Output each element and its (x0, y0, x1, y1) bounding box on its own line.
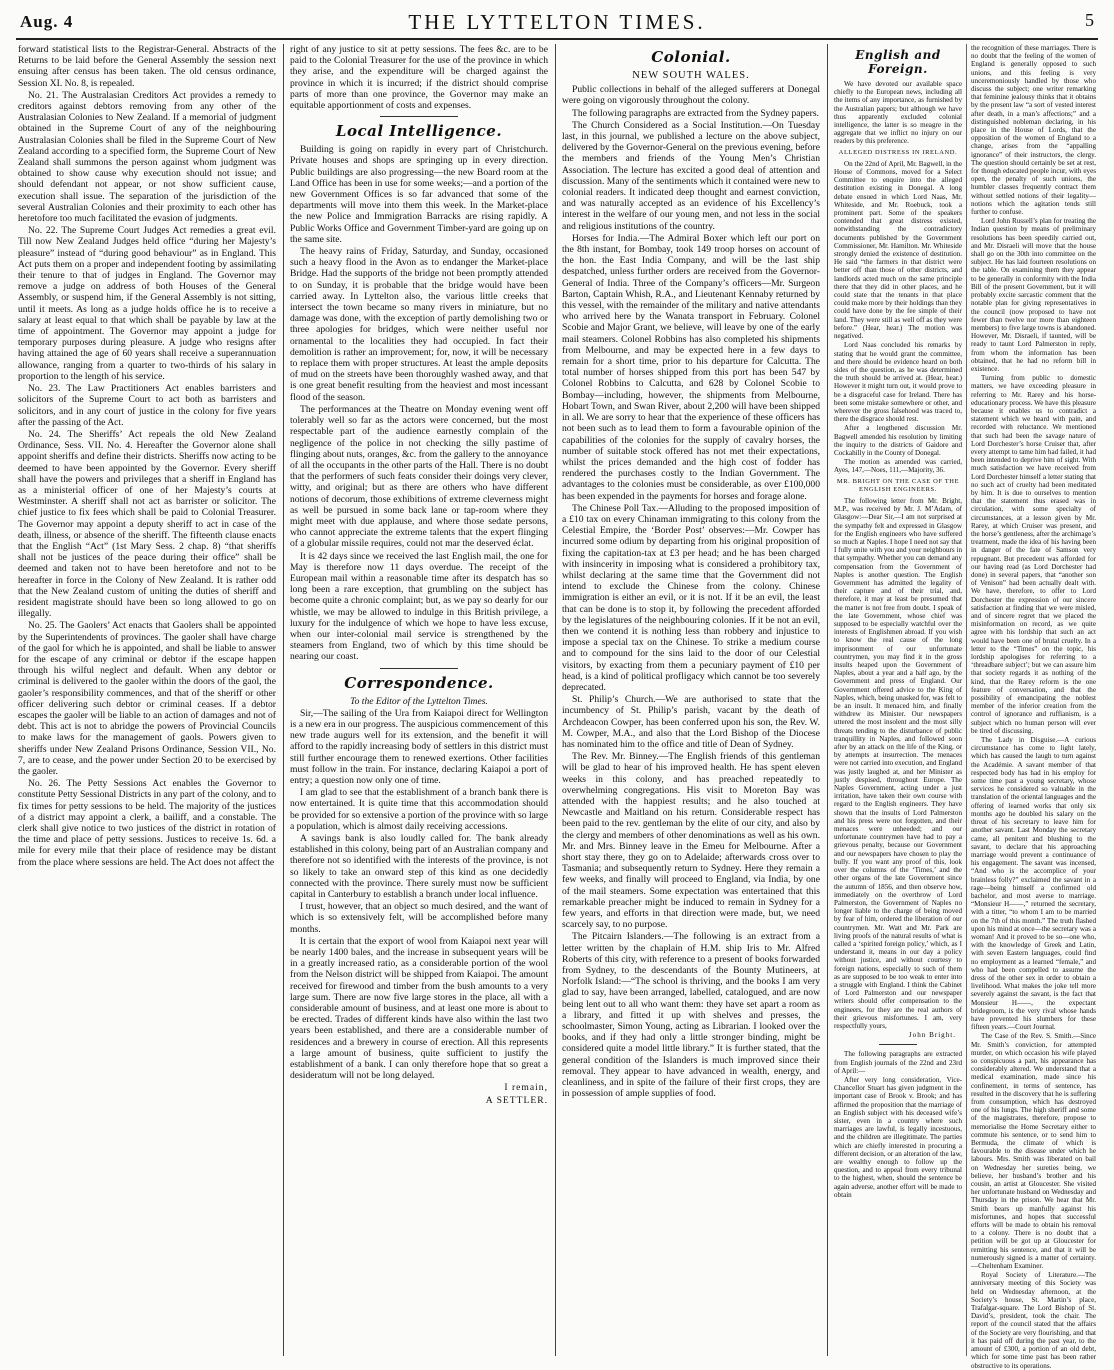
column-local (290, 44, 548, 1356)
act-gaolers: No. 25. The Gaolers’ Act enacts that Gaolers shall be appointed by the Superintendents of provinces. The gaoler shall have charge of the gaol for which he is appointed, and shall be liable to answer for the escape of any criminal or debtor if the escape happen through his wilful neglect and default. When any debtor or criminal is delivered to the gaoler within the doors of the gaol, the gaoler’s responsibility commences, and that of the sheriff or other officer delivering such debtor or criminal ceases. If a debtor escapes the gaoler will be liable to an action of damages and not of debt. This act is not to abridge the powers of Provincial Councils to make laws for the management of gaols. Powers given to sheriffs under New Zealand Prisons Ordinance, Session VII., No. 7, are to cease, and the power under Section 20 to be exercised by the gaoler. (18, 620, 276, 777)
local-item: The heavy rains of Friday, Saturday, and Sunday, occasioned such a heavy flood in the Avon as to endanger the Market-place Bridge. Had the supports of the bridge not been promptly attended to on Sunday, it is probable that the bridge would have been carried away. In Lyttelton also, the various little creeks that intersect the town became so many rivers in miniature, but no damage was done, with the exception of partly demolishing two or three apologies for bridges, which were neither useful nor ornamental to the localities they had occupied. In fact their demolition is rather an improvement; for, now, it will be necessary to replace them with proper structures. At least the ample deposits of mud on the streets have been thoroughly washed away, and that is one great benefit resulting from the heaviest and most incessant flood of the season. (290, 246, 548, 403)
section-heading-colonial: Colonial. (651, 48, 731, 66)
letter-paragraph: It is certain that the export of wool from Kaiapoi next year will be nearly 1400 bales, and the increase in subsequent years will be in a greatly increased ratio, as a considerable portion of the wool from the Nelson district will be shipped from Kaiapoi. The amount received for firewood and timber from the bush amounts to a very large sum. There are now five large stores in the place, all with a considerable amount of business, and at least one more is about to be erected. Trades of different kinds have also within the last two years been established, and there are a considerable number of residences and a brewery in course of erection. All this represents a large amount of business, quite sufficient to justify the establishment of a bank. I can only therefore hope that so great a desideratum will not be long delayed. (290, 935, 548, 1082)
subcolumn-left (834, 44, 962, 1356)
news-item: We have devoted our available space chiefly to the European news, including all the items of any importance, as furnished by the Australian papers; but although we have thus apparently excluded colonial intelligence, the latter is so meagre in the aggregate that we inflict no injury on our readers by this preference. (834, 80, 962, 146)
subheading-distress-ireland: ALLEGED DISTRESS IN IRELAND. (838, 148, 958, 156)
subheading-new-south-wales: NEW SOUTH WALES. (632, 70, 750, 81)
section-rule (879, 1044, 917, 1045)
page-number: 5 (1085, 10, 1094, 30)
news-item: After a lengthened discussion Mr. Bagwell amended his resolution by limiting the inquiry to the districts of Gaidore and Cockahilly in the County of Donegal. (834, 424, 962, 457)
news-item: The Case of the Rev. S. Smith.—Since Mr. Smith’s conviction, for attempted murder, on which occasion his wife played so conspicuous a part, his appearance has considerably altered. We understand that a medical examination, made since his confinement, in terms of sentence, has resulted in the discovery that he is suffering from consumption, which has destroyed one of his lungs. The high sheriff and some of the magistrates, therefore, propose to memorialise the Home Secretary either to commute his sentence, or to send him to Bermuda, the climate of which is favourable to the disease under which he labours. Mrs. Smith was liberated on bail on Wednesday her sureties being, we believe, her husband’s brother and his cousin, an artist at Gloucester. She visited her unfortunate husband on Wednesday and Thursday in the prison. We hear that Mr. Smith bears up manfully against his misfortunes, and hopes that successful efforts will be made to obtain his removal to a colony. There is no doubt that a petition will be got up at Gloucester for remitting his sentence, and that it will be numerously signed is a matter of certainty.—Cheltenham Examiner. (971, 1032, 1096, 1271)
news-item: The following paragraphs are extracted from the Sydney papers. (572, 107, 819, 119)
page-columns (18, 44, 1098, 1370)
section-heading-local-intelligence: Local Intelligence. (335, 122, 503, 141)
news-item: The Lady in Disguise.—A curious circumstance has come to light lately, which has caused the laugh to turn against the Académie. A savant member of that respected body has had in his employ for some time past a young secretary, whose services he considered so valuable in the translation of the oriental languages and the offering of learned works that only six months ago he doubled his salary on the threat of his secretary to leave him for another savant. Last Monday the secretary came, all penitent and blushing to the savant, to declare that his approaching marriage would prevent a continuance of his engagement. The savant was incensed, “And who is the accomplice of your brainless folly?” exclaimed the savant in a rage—being himself a confirmed old bachelor, and most averse to marriage. “Monsieur H——,” returned the secretary, with a titter, “to whom I am to be married on the 7th of this month.” The truth flashed upon his mind at once—the secretary was a woman! And it proved to be so—one who, with the knowledge of Greek and Latin, with seven Eastern languages, could find no employment as a learned “female,” and who had been compelled to assume the dress of the other sex in order to obtain a livelihood. What makes the joke tell more severely against the savant, is the fact that Monsieur H——, the expectant bridegroom, is the very rival whose hands have prevented his slumbers for these fifteen years.—Court Journal. (971, 736, 1096, 1032)
newspaper-title: THE LYTTELTON TIMES. (408, 10, 706, 34)
issue-date: Aug. 4 (20, 12, 74, 31)
letter-closing: I remain, (504, 1082, 548, 1094)
news-item: Royal Society of Literature.—The anniversary meeting of this Society was held on Wednesday afternoon, at the Society’s house, St. Martin’s place, Trafalgar-square. The Lord Bishop of St. David’s, president, took the chair. The report of the council stated that the affairs of the Society are very flourishing, and that it has paid off during the past year, to the amount of £300, a portion of an old debt, which for some time past has been rather obstructive to its operations. (971, 1271, 1096, 1370)
section-heading-english-foreign: English and Foreign. (855, 48, 941, 76)
news-item: The Chinese Poll Tax.—Alluding to the proposed imposition of a £10 tax on every Chinaman immigrating to this colony from the Celestial Empire, the ‘Border Post’ observes:—Mr. Cowper has incurred some odium by departing from his original proposition of fixing the capitation-tax at £3 per head; and he has been charged with insincerity in imposing what is considered a prohibitory tax, whilst declaring at the same time that the Government did not intend to exclude the Chinese from the colony. Chinese immigration is either an evil, or it is not. If it be an evil, the least that can be done is to stop it, by following the precedent afforded by the legislatures of the neighbouring colonies. If it be not an evil, then we contend it is nothing less than robbery and injustice to impose a special tax on the Chinese. To strike a medium course and to compound for the sins laid to the door of our Celestial visitors, by exacting from them a pecuniary payment of £10 per head, is a kind of political profligacy which cannot be too severely deprecated. (562, 502, 820, 693)
news-item: On the 22nd of April, Mr. Bagwell, in the House of Commons, moved for a Select Committee to enquire into the alleged destitution existing in Donegal. A long debate ensued in which Lord Naas, Mr. Whiteside, and Mr. Roebuck, took a prominent part. Some of the speakers contended that great distress existed, notwithstanding the contradictory documents published by the Government Commissioner, Mr. Hamilton. Mr. Whiteside strongly denied the existence of destitution. He said “the farmers in that district were better off than those of other districts, and landlords acted much on the same principle there that they did in other places, and he could state that the tenants in that place could make more by their holdings than they could have done by the fee simple of their land. They were still as well off as they were before.” (Hear, hear.) The motion was negatived. (834, 159, 962, 341)
letter-salutation: To the Editor of the Lyttelton Times. (350, 695, 488, 707)
subcolumn-right (966, 44, 1096, 1370)
letter-signature: John Bright. (908, 1031, 956, 1040)
section-rule (380, 668, 457, 669)
news-item: Horses for India.—The Admiral Boxer which left our port on the 8th instant, for Bombay, took 149 troop horses on account of the hon. the East India Company, and will be the last ship despatched, unless further orders are received from the Governor-General of India. Three of the Company’s officers—Mr. Surgeon Barton, Captain Whish, R.A., and Lieutenant Kennaby returned by this vessel, with the remainder of the military and native attendants who arrived here by the Wanata transport in February. Colonel Scobie and Major Grant, we believe, will leave by one of the early mail steamers. Colonel Robbins has also completed his shipments from Melbourne, and may be expected here in a few days to remain for a short time, prior to his departure for Calcutta. The total number of horses shipped from this port has been 547 by Colonel Robbins to Calcutta, and 628 by Colonel Scobie to Bombay—including, however, the shipments from Melbourne, Hobart Town, and Swan River, about 2,200 will have been shipped in all. We are sorry to hear that the experience of these officers has not been such as to lead them to form a favourable opinion of the capabilities of the colonies for the supply of cavalry horses, the number of suitable stock offered has not met their expectations, whilst the prices demanded and the high cost of fodder has rendered the purchases costly to the Indian Government. The advantages to the colonies must be considerable, as over £100,000 has been expended in the payments for horses and forage alone. (562, 232, 820, 502)
news-item: Lord John Russell’s plan for treating the Indian question by means of preliminary resolutions has been speedily carried out, and Mr. Disraeli will move that the house shall go on the 30th into committee on the subject. He has laid fourteen resolutions on the table. On examining them they appear to be generally in conformity with the India Bill of the present Government, but it will probably excite sarcastic comment that the notable plan for giving representatives in the council (now proposed to have not fewer than twelve nor more than eighteen members) to five large towns is abandoned. However, Mr. Disraeli, if taunted, will be ready to taunt Lord Palmerston in reply, from whom the information has been obtained, that he had no reform bill in existence. (971, 217, 1096, 373)
section-heading-correspondence: Correspondence. (344, 673, 494, 692)
letter-paragraph: A savings bank is also loudly called for. The bank already established in this colony, being part of an Australian company and therefore not so identified with the interests of the province, is not so likely to take an onward step of this kind as one decidedly connected with the province. There surely must now be sufficient capital in Canterbury to establish a branch under local influence. (290, 833, 548, 901)
letter-signature: A SETTLER. (485, 1094, 548, 1106)
news-item: St. Philip’s Church.—We are authorised to state that the incumbency of St. Philip’s parish, vacant by the death of Archdeacon Cowper, has been conferred upon his son, the Rev. W. M. Cowper, M.A., and also that the Lord Bishop of the Diocese has nominated him to the office and title of Dean of Sydney. (562, 694, 820, 750)
news-item: The following paragraphs are extracted from English journals of the 22nd and 23rd of April:— (834, 1050, 962, 1075)
act-petty-sessions: No. 26. The Petty Sessions Act enables the Governor to constitute Petty Sessional Districts in any part of the colony, and to fix times for petty sessions to be held. The majority of the justices of a district may appoint a clerk, a bailiff, and a constable. The clerk shall give notice to two justices of the district in rotation of the time and place of petty sessions. Justices to receive 1s. 6d. a mile for every mile that their place of residence may be distant from the place where sessions are held. The Act does not affect the (18, 778, 276, 868)
news-item: Turning from public to domestic matters, we have exceeding pleasure in referring to Mr. Rarey and his horse-educationary process. We have this pleasure because it enables us to contradict a statement which we heard with pain, and recorded with reluctance. We mentioned that such had been the savage nature of Lord Dorchester’s horse Cruiser that, after every attempt to tame him had failed, it had been intended to deprive him of sight. With much satisfaction we have received from Lord Dorchester himself a letter stating that no such act of cruelty had been meditated by him. It is due to ourselves to mention that the statement thus erased was in circulation, with some specialty of circumstances, at a lesson given by Mr. Rarey, at which Cruiser was present, and the horse’s gentleness, after the archimage’s treatment, made the idea of his having been in danger of the fate of Samson very repugnant. But precedent was afforded for our having read (as Lord Dorchester had done) in several papers, that “another son of Venison” had been actually dealt with. We have, therefore, to offer to Lord Dorchester the expression of our sincere satisfaction at finding that we were misled, and of sincere regret that we placed the misinformation on record, as we quite agree with his lordship that such an act would have been one of brutal cruelty. In a letter to the “Times” on the topic, his lordship apologises for referring to a ‘threadbare subject’; but we can assure him that society regards it as nothing of the kind, that the Rarey reform is the one feature of conversation, and that the possibility of emancipating the noblest member of the inferior creation from the control of ignorance and ruffianism, is a subject which no human person will ever be tired of discussing. (971, 374, 1096, 735)
section-rule (380, 116, 457, 117)
letter-paragraph: I trust, however, that an object so much desired, and the want of which is so extensively felt, will be accomplished before many months. (290, 901, 548, 935)
column-divider (555, 44, 556, 1356)
news-item: After very long consideration, Vice-Chancellor Stuart has given judgment in the important case of Brook v. Brook; and has affirmed the proposition that the marriage of an English subject with his deceased wife’s sister, even in a country where such marriages are lawful, is legally incestuous, and the children are illegitimate. The parties which are chiefly interested in procuring a different decision, or an alteration of the law, are wealthy enough to follow up the question, and to appeal from every tribunal to the highest, when, should the sentence be again adverse, another effort will be made to obtain (834, 1075, 962, 1199)
article-paragraph: forward statistical lists to the Registrar-General. Abstracts of the Returns to be laid before the General Assembly the session next ensuing after census has been taken. The old census ordinance, Session XI. No. 8, is repealed. (18, 44, 276, 89)
column-english-foreign (834, 44, 1096, 1370)
header-rule (16, 38, 1098, 40)
letter-paragraph: Sir,—The sailing of the Ura from Kaiapoi direct for Wellington is a new era in our progress. The auspicious commencement of this new trade augurs well for its extension, and the benefit it will afford to the rapidly increasing body of settlers in this district must still further encourage them to renewed exertions. Other facilities must follow in the train. For instance, declaring Kaiapoi a port of entry; a question now only one of time. (290, 707, 548, 786)
column-colonial (562, 44, 820, 1356)
news-item: the recognition of these marriages. There is no doubt that the feeling of the women of England is generally opposed to such unions, and this feeling is very unceremoniously handled by those who discuss the subject; one writer remarking that feminine jealousy thinks that it obtains by the present law “a sort of vested interest after death, in a man’s affections;” and a distinguished nobleman declaring, in his place in the House of Lords, that the opposition of the women of England to a change, arises from the “appalling ignorance” of their instructors, the clergy. The question should certainly be set at rest, for though educated people incur, with eyes open, the penalty of such unions, the humbler classes frequently contract them without settled notions of their legality—notions which the agitation tends still further to confuse. (971, 44, 1096, 217)
news-item: Public collections in behalf of the alleged sufferers at Donegal were going on vigorously throughout the colony. (562, 84, 820, 107)
act-judges: No. 22. The Supreme Court Judges Act remedies a great evil. Till now New Zealand Judges held office “during her Majesty’s pleasure” instead of “during good behaviour” as in England. This Act puts them on a proper and independent footing by assimilating their tenure to that of judges in England. The Governor may remove a judge on address of both Houses of the General Assembly, or suspend him, if the General Assembly is not sitting, until it meets. As long as a judge holds office he is to receive a salary at least equal to that which shall be payable by law at the time of appointment. The Governor may appoint a judge for temporary purposes during pleasure. A judge who resigns after having attained the age of 60 years shall receive a superannuation allowance, ranging from a quarter to two-thirds of his salary in proportion to the length of his service. (18, 225, 276, 382)
masthead (16, 4, 1098, 38)
act-creditors: No. 21. The Australasian Creditors Act provides a remedy to creditors against debtors removing from any other of the Australasian Colonies to New Zealand. If a memorial of judgment obtained in the Supreme Court of any of the neighbouring Australasian Colonies shall be filed in the Supreme Court of New Zealand according to a specified form, the Supreme Court of New Zealand shall summons the person against whom judgment was obtained to show cause why execution should not issue; and should defendant not appear, or not show sufficient cause, execution shall issue. The separation of the jurisdiction of the several Australian Colonies and their proximity to each other has heretofore too much facilitated the evasion of judgments. (18, 89, 276, 225)
news-item: The Church Considered as a Social Institution.—On Tuesday last, in this journal, we published a lecture on the above subject, delivered by the Governor-General on the previous evening, before the members and friends of the Young Men’s Christian Association. The lecture has excited a good deal of attention and discussion. Many of the sentiments which it contained were new to colonial readers. It indicated deep thought and earnest conviction, and was naturally accepted as an evidence of his Excellency’s interest in the welfare of our young men, and not less in the social and religious institutions of the country. (562, 119, 820, 232)
column-acts-summary (18, 44, 276, 1356)
column-divider (283, 44, 284, 1356)
article-paragraph: right of any justice to sit at petty sessions. The fees &c. are to be paid to the Colonial Treasurer for the use of the province in which they arise, and the expenditure will be charged against the province in which it is incurred; if the district should comprise parts of more than one province, the Governor may make an equitable apportionment of costs and expenses. (290, 44, 548, 112)
news-item: The motion as amended was carried, Ayes, 147,—Noes, 111,—Majority, 36. (834, 458, 962, 475)
local-item: The performances at the Theatre on Monday evening went off tolerably well so far as the actors were concerned, but the most respectable part of the audience earnestly complain of the negligence of the police in not checking the silly pastime of flinging about nuts, oranges, &c. from the gallery to the annoyance of all the occupants in the other parts of the Hall. There is no doubt that the performers of such feats consider their doings very clever, witty, and original; but as there are others who have different notions of decorum, those exhibitions of extreme cleverness might as well be pursued in some back lane or tap-room where they might meet with due applause, and where those sedate persons, who cannot appreciate the extreme talents that the expert flinging of a globular missile requires, could not mar the deserved éclat. (290, 403, 548, 550)
letter-paragraph: I am glad to see that the establishment of a branch bank there is now entertained. It is quite time that this accommodation should be provided for so extensive a portion of the province with so large a population, which is almost daily receiving accessions. (290, 787, 548, 832)
news-item: The Pitcairn Islanders.—The following is an extract from a letter written by the chaplain of H.M. ship Iris to Mr. Alfred Roberts of this city, with reference to a present of books forwarded from Sydney, to the descendants of the Bounty Mutineers, at Norfolk Island:—“The school is thriving, and the books I am very glad to say, have been arranged, labelled, catalogued, and are now being lent out to all who want them: they have set apart a room as a library, and fitted it up with shelves and presses, the schoolmaster, Simon Young, acting as Librarian. I looked over the books, and if they had only a little stronger binding, might be considered quite a model little library.” It is further stated, that the general condition of the Islanders is much improved since their removal. They appear to have advanced in wealth, energy, and cleanliness, and in spite of the failure of their first crops, they are in possession of ample supplies of food. (562, 931, 820, 1100)
act-law-practitioners: No. 23. The Law Practitioners Act enables barristers and solicitors of the Supreme Court to act both as barristers and solicitors, and in any court of justice in the colony for five years after the passing of the Act. (18, 383, 276, 428)
local-item: It is 42 days since we received the last English mail, the one for May is therefore now 11 days overdue. The receipt of the European mail within a reasonable time after its despatch has so long been a rare exception, that grumbling on the subject has become quite a chronic complaint; but, as we pay so dearly for our whistle, we may be allowed to indulge in this British privilege, a luxury for the indulgence of which we hope to have less excuse, when our inter-colonial mail service is strengthened by the steamers from England, two of which by this time should be nearing our coast. (290, 550, 548, 663)
news-item: Lord Naas concluded his remarks by stating that he would grant the committee, and there should be evidence heard on both sides of the question, as he was determined the truth should be arrived at. (Hear, hear.) However it might turn out, it would prove to be a disgraceful case for Ireland. There has been some mistake somewhere or other, and wherever the gross falsehood was traced to, there the disgrace should rest. (834, 341, 962, 424)
news-item: The following letter from Mr. Bright, M.P., was received by Mr. J. M’Adam, of Glasgow:—Dear Sir,—I am not surprised at the sympathy felt and expressed in Glasgow for the English engineers who have suffered so much at Naples. I hope I need not say that I fully unite with you and your neighbours in that sympathy. Whether you can demand any compensation from the Government of Naples is another question. The English Government has admitted the legality of their capture and of their trial, and, therefore, it may at least be presumed that the matter is not free from doubt. I speak of the late Government, whose chief was supposed to be especially watchful over the interests of Englishmen abroad. If you wish to know the real cause of the long imprisonment of our unfortunate countrymen, you may find it in the gross insults heaped upon the Government of Naples, about a year and a half ago, by the Government and press of England. Our Government offered advice to the King of Naples, which, being unasked for, was felt to be an insult. It menaced him, and finally withdrew its Minister. Our newspapers uttered the most insolent and the most silly threats tending to the disturbance of public tranquillity in Naples, and followed soon after by an attack on the life of the King, or by attempts at insurrection. The menaces were not carried into execution, and England was justly laughed at, and her Minister as justly despised, throughout Europe. The Naples Government, acting under a just irritation, have taken their own course with regard to the English engineers. They have shown that the insults of Lord Palmerston and his press were not forgotten, and their menaces were unheeded; and our unfortunate countrymen have had to pay a grievous penalty, because our Government and our newspapers have chosen to play the bully. If you want any proof of this, look over the columns of the ‘Times,’ and the other organs of the late Government since the autumn of 1856, and then observe how, immediately on the overthrow of Lord Palmerston, the Government of Naples no longer liable to the charge of being moved by fear of him, ordered the liberation of our countrymen. Mr. Watt and Mr. Park are living proofs of the natural results of what is called a ‘spirited foreign policy,’ which, as I understand it, means in our day a policy without justice, and without courtesy to foreign nations, especially to such of them as are supposed to be too weak to enter into a struggle with England. I think the Cabinet of Lord Palmerston and our newspaper writers should offer compensation to the engineers, for they are the real authors of their grievous misfortunes. I am, very respectfully yours, (834, 496, 962, 1030)
column-divider (827, 44, 828, 1356)
news-item: The Rev. Mr. Binney.—The English friends of this gentleman will be glad to hear of his improved health. He has spent eleven weeks in this colony, and has preached repeatedly to overwhelming congregations. His visit to Moreton Bay was attended with the happiest results; and he also touched at Newcastle and Maitland on his return. Considerable respect has been paid to the rev. gentleman by the elite of our city, and also by the clergy and members of other denominations as well as his own. Mr. and Mrs. Binney leave in the Emeu for Melbourne. After a short stay there, they go on to Adelaide; afterwards cross over to Tasmania; and subsequently return to Sydney. Here they remain a few weeks, and finally will proceed to England, via India, by one of the mail steamers. Some expectation was entertained that this remarkable preacher might be induced to remain in Sydney for a few years, and efforts in that direction were made, but, we need scarcely say, to no purpose. (562, 751, 820, 931)
subheading-bright-engineers: MR. BRIGHT ON THE CASE OF THE ENGLISH ENGINEERS. (836, 477, 960, 493)
local-item: Building is going on rapidly in every part of Christchurch. Private houses and shops are springing up in every direction. Public buildings are also progressing—the new Board room at the Land Office has been in use for some weeks;—and a portion of the new Government Offices is so far advanced that some of the departments will move into them this week. In the Market-place the new Police and Immigration Barracks are rising rapidly. A Public Works Office and Government Timber-yard are going up on the same site. (290, 144, 548, 245)
act-sheriffs: No. 24. The Sheriffs’ Act repeals the old New Zealand Ordinance, Sess. VII. No. 4. Hereafter the Governor alone shall appoint sheriffs and define their districts. Sheriffs now acting to be deemed to have been appointed by the Governor. Every sheriff shall have the powers and privileges that a sheriff in England has as a ministerial officer of one of her Majesty’s courts at Westminster. A sheriff shall not act as barrister or solicitor. The chief justice to fix fees which shall be paid to Colonial Treasurer. The Governor may appoint a deputy sheriff to act in case of the death, illness, or absence of the sheriff. The fifteenth clause enacts that the English “Act” (1st Mary Sess. 2 chap. 8) “that sheriffs shall not be justices of the peace during their office” shall be deemed and taken not to have been heretofore and not to be hereafter in force in the Colony of New Zealand. It is rather odd that the New Zealand custom of uniting the duties of sheriff and resident magistrate should have been so long allowed to go on illegally. (18, 428, 276, 620)
